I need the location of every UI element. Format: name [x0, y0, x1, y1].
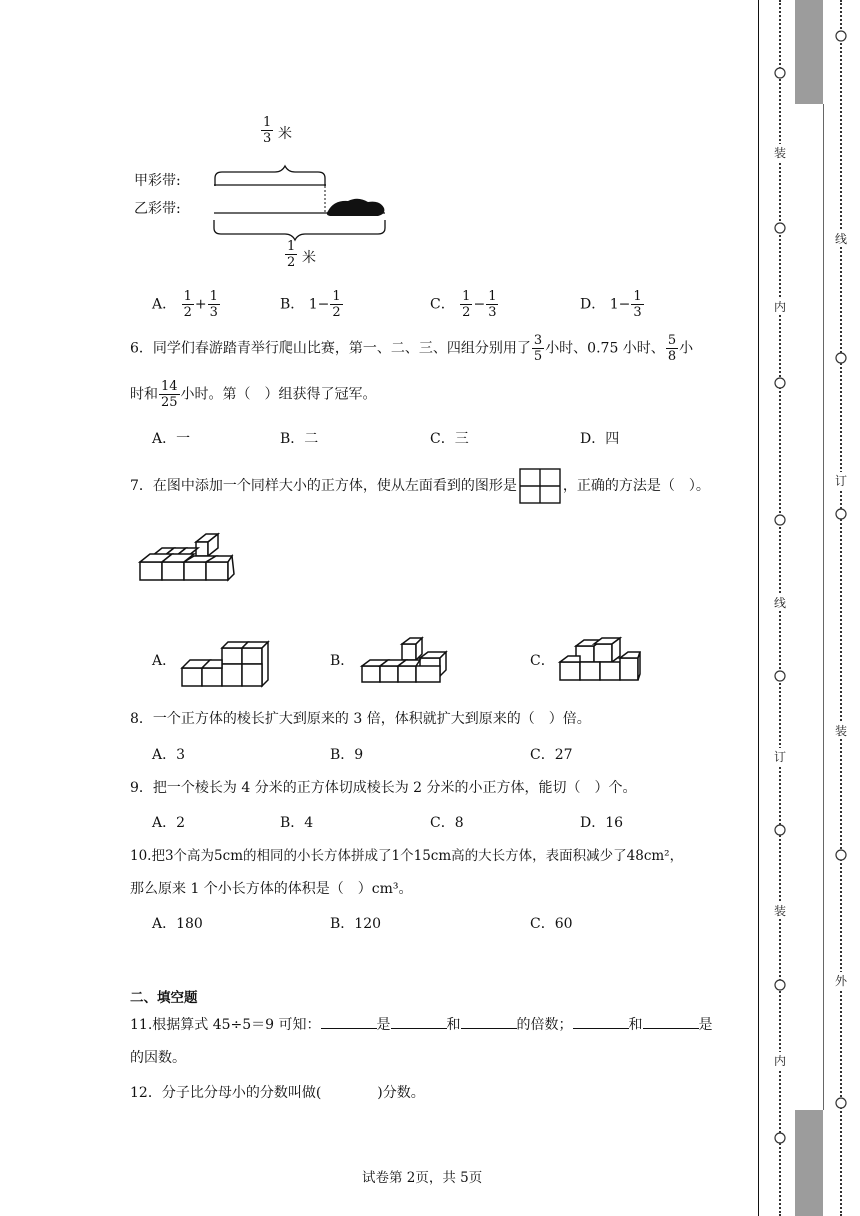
blank-1[interactable] [321, 1014, 377, 1029]
q10-line1: 10.把3个高为5cm的相同的小长方体拼成了1个15cm高的大长方体，表面积减少了48cm²， [130, 848, 684, 864]
binding-char-zhuang-1: 装 [774, 146, 787, 160]
top-unit: 米 [278, 126, 292, 142]
q7-option-a-figure [178, 640, 273, 690]
ribbon-figure [130, 110, 400, 280]
label-yi: 乙彩带: [134, 201, 181, 217]
q5-option-d: D． 1− $\frac{1}{3}$ [580, 289, 642, 320]
q9-option-c: C．8 [430, 815, 464, 831]
q8-text: 8．一个正方体的棱长扩大到原来的 3 倍，体积就扩大到原来的（ ）倍。 [130, 711, 591, 727]
q10-line2: 那么原来 1 个小长方体的体积是（ ）cm³。 [130, 881, 413, 897]
binding-char-xian-2: 线 [835, 232, 848, 246]
top-fraction: $\frac{1}{3}$ [263, 115, 272, 146]
q6-option-c: C．三 [430, 431, 469, 447]
q8-option-c: C．27 [530, 747, 573, 763]
q6-option-b: B．二 [280, 431, 319, 447]
blank-5[interactable] [643, 1014, 699, 1029]
q10-option-c: C．60 [530, 916, 573, 932]
bottom-fraction: $\frac{1}{2}$ [287, 239, 296, 270]
blank-2[interactable] [391, 1014, 447, 1029]
q11-line1: 11.根据算式 45÷5＝9 可知： 是 和 的倍数； 和 是 [130, 1014, 713, 1034]
q6-option-a: A．一 [152, 431, 191, 447]
q7-option-c-figure [556, 634, 651, 684]
blank-4[interactable] [573, 1014, 629, 1029]
q9-option-b: B．4 [280, 815, 314, 831]
q7-option-a: A． [152, 653, 177, 669]
q10-option-a: A．180 [152, 916, 203, 932]
q11-line2: 的因数。 [130, 1050, 186, 1066]
q6-line2: 时和 $\frac{14}{25}$ 小时。第（ ）组获得了冠军。 [130, 379, 377, 410]
ribbon-drawing [130, 110, 400, 280]
q9-option-d: D．16 [580, 815, 624, 831]
q12-text: 12．分子比分母小的分数叫做( )分数。 [130, 1085, 425, 1101]
q9-option-a: A．2 [152, 815, 186, 831]
binding-char-nei-2: 内 [774, 1054, 787, 1068]
q5-option-c: C． $\frac{1}{2}$ − $\frac{1}{3}$ [430, 289, 497, 320]
binding-char-wai: 外 [835, 974, 848, 988]
q6-line1: 6．同学们春游踏青举行爬山比赛，第一、二、三、四组分别用了 $\frac{3}{5}$ 小时、0.75 小时、 $\frac{5}{8}$ 小 [130, 333, 694, 364]
binding-char-ding-1: 订 [774, 750, 787, 764]
q5-option-b: B． 1− $\frac{1}{2}$ [280, 289, 341, 320]
bottom-unit: 米 [302, 250, 316, 266]
q9-text: 9．把一个棱长为 4 分米的正方体切成棱长为 2 分米的小正方体，能切（ ）个。 [130, 780, 637, 796]
binding-char-ding-2: 订 [835, 474, 848, 488]
binding-border-line [758, 0, 759, 1216]
bottom-brace [214, 220, 385, 240]
section-title: 二、填空题 [130, 990, 198, 1006]
label-jia: 甲彩带: [134, 173, 181, 189]
q8-option-a: A．3 [152, 747, 186, 763]
q7-text: 7．在图中添加一个同样大小的正方体，使从左面看到的图形是 ，正确的方法是（ ）。 [130, 468, 710, 504]
binding-char-nei-1: 内 [774, 300, 787, 314]
q10-option-b: B．120 [330, 916, 382, 932]
q7-cube-figure [132, 528, 242, 584]
q8-option-b: B．9 [330, 747, 364, 763]
binding-char-zhuang-2: 装 [774, 904, 787, 918]
q7-option-b: B． [330, 653, 355, 669]
binding-char-zhuang-3: 装 [835, 724, 848, 738]
q6-option-d: D．四 [580, 431, 620, 447]
left-view-grid-icon [519, 468, 561, 504]
page-footer: 试卷第 2页，共 5页 [362, 1170, 483, 1186]
q7-option-c: C． [530, 653, 555, 669]
ink-blot [327, 199, 385, 216]
blank-3[interactable] [461, 1014, 517, 1029]
top-brace [215, 166, 325, 186]
q5-option-a: A． $\frac{1}{2}$ + $\frac{1}{3}$ [152, 289, 218, 320]
binding-char-xian-1: 线 [774, 596, 787, 610]
q7-option-b-figure [356, 634, 451, 688]
